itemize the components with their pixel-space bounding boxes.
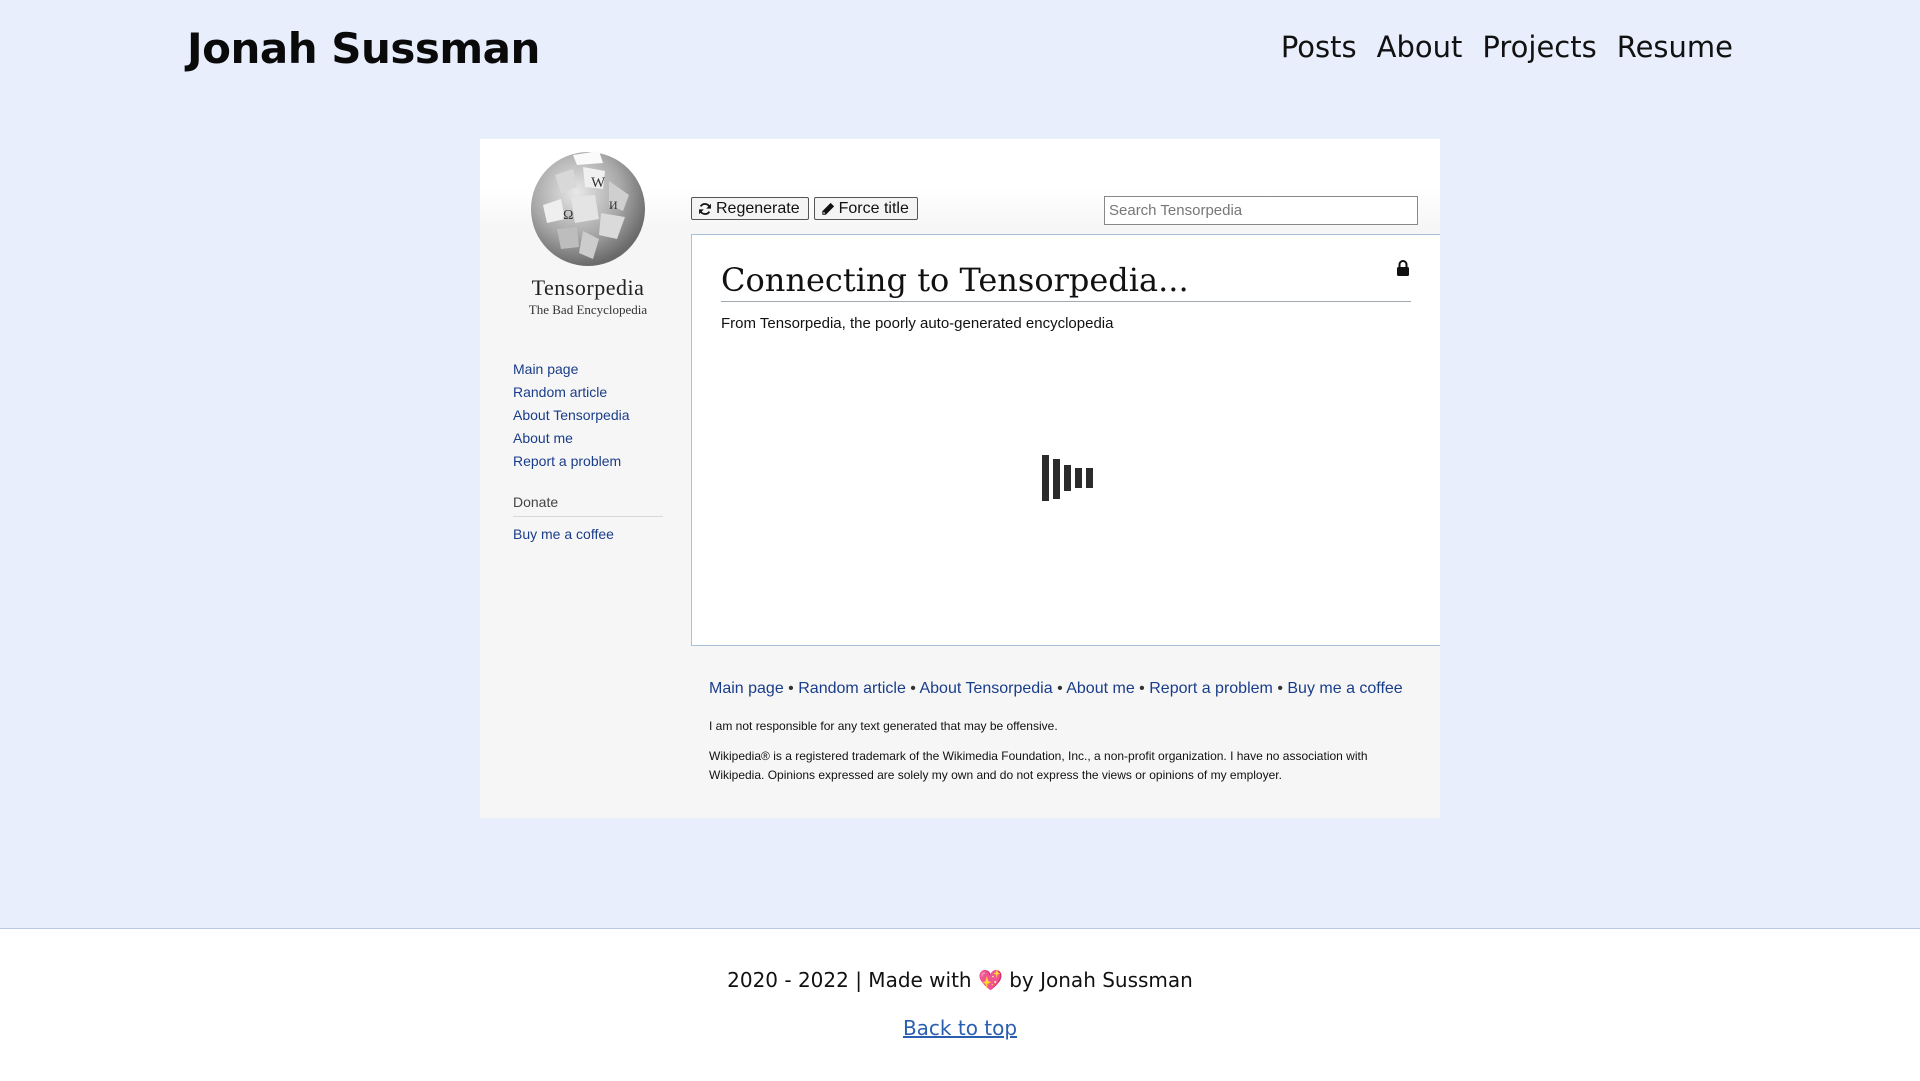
article-toolbar [691,197,918,220]
footer-link-report-problem[interactable]: Report a problem [1149,680,1273,697]
nav-about[interactable]: About [1376,30,1463,64]
footer-link-buy-coffee[interactable]: Buy me a coffee [1287,680,1403,697]
footer-links [709,680,1419,698]
sidebar-donate-heading: Donate [513,492,663,517]
force-title-label: Force title [838,199,909,217]
sidebar-item-main-page[interactable]: Main page [513,361,579,377]
tensorpedia-logo[interactable] [513,147,663,322]
sidebar-item-about-tensorpedia[interactable]: About Tensorpedia [513,407,630,423]
article-content [691,234,1440,646]
regenerate-button[interactable] [691,197,809,220]
nav-posts[interactable]: Posts [1280,30,1357,64]
sidebar [513,358,663,546]
search-input[interactable] [1104,196,1418,225]
tensorpedia-app [480,139,1440,818]
footer-separator: • [1057,680,1063,697]
lock-icon [1396,259,1410,277]
copyright [0,968,1920,992]
footer-link-about-tensorpedia[interactable]: About Tensorpedia [919,680,1053,697]
app-footer [709,680,1419,785]
footer-separator: • [1277,680,1283,697]
site-title-link[interactable]: Jonah Sussman [187,24,540,73]
disclaimer-text: I am not responsible for any text generated that may be offensive. [709,719,1058,733]
logo-tagline: The Bad Encyclopedia [528,302,648,317]
article-title: Connecting to Tensorpedia... [721,261,1411,302]
copyright-suffix: by Jonah Sussman [1009,968,1193,992]
nav-resume[interactable]: Resume [1616,30,1733,64]
regenerate-label: Regenerate [716,199,800,217]
heart-icon: 💖 [977,968,1003,992]
back-to-top [0,1016,1920,1040]
site-nav [1281,30,1733,64]
footer-separator: • [1139,680,1145,697]
article-tagline: From Tensorpedia, the poorly auto-generated encyclopedia [721,315,1114,332]
logo-wordmark: Tensorpedia [531,275,645,300]
footer-link-about-me[interactable]: About me [1066,680,1135,697]
pencil-icon [821,202,835,216]
footer-link-random-article[interactable]: Random article [798,680,906,697]
svg-text:И: И [609,198,618,212]
sidebar-item-about-me[interactable]: About me [513,430,573,446]
sidebar-item-buy-coffee[interactable]: Buy me a coffee [513,526,614,542]
svg-text:Ω: Ω [563,208,574,223]
back-to-top-link[interactable]: Back to top [902,1016,1018,1040]
footer-link-main-page[interactable]: Main page [709,680,784,697]
sidebar-item-random-article[interactable]: Random article [513,384,608,400]
sidebar-item-report-problem[interactable]: Report a problem [513,453,622,469]
footer-separator: • [910,680,916,697]
copyright-prefix: 2020 - 2022 | Made with [727,968,972,992]
refresh-icon [698,202,712,216]
loading-bars-icon [1042,453,1096,503]
footer-separator: • [788,680,794,697]
trademark-text: Wikipedia® is a registered trademark of the Wikimedia Foundation, Inc., a non-profit organization. I have no association with Wikipedia. Opinions expressed are solely my own and do not express the views or opinions of my employer. [709,749,1368,782]
site-header [0,0,1920,100]
globe-icon [513,147,663,272]
nav-projects[interactable]: Projects [1482,30,1597,64]
force-title-button[interactable] [814,197,918,220]
site-footer [0,928,1920,1081]
svg-text:W: W [591,175,606,191]
